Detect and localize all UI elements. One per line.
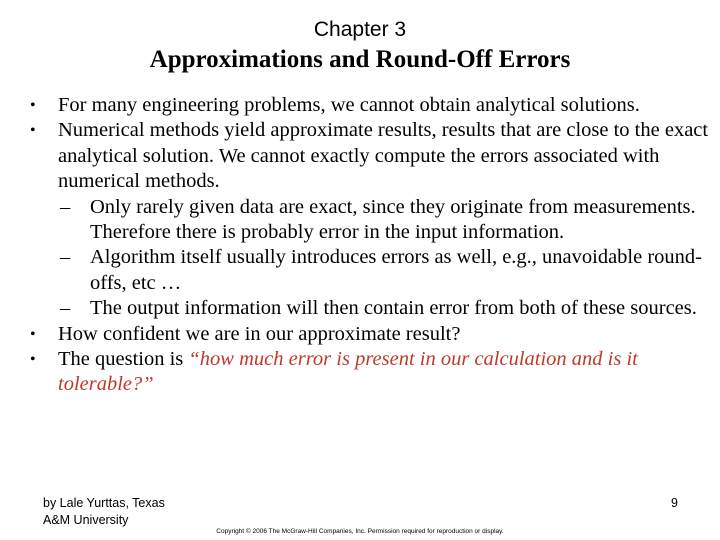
sub-bullet-text: Algorithm itself usually introduces errors as well, e.g., unavoidable round-offs, etc …: [90, 246, 703, 294]
bullet-item: [30, 118, 720, 194]
page-number: 9: [671, 496, 678, 510]
bullet-text: Numerical methods yield approximate results, results that are close to the exact analytical solution. We cannot exactly compute the errors associated with numerical methods.: [58, 119, 709, 193]
dash-mark: –: [60, 195, 71, 218]
bullet-text-prefix: The question is: [58, 348, 189, 371]
bullet-mark: •: [30, 325, 36, 343]
sub-bullet-item: [30, 245, 720, 296]
bullet-item: [30, 322, 720, 347]
sub-bullet-text: Only rarely given data are exact, since they originate from measurements. Therefore there is probably error in the input information.: [90, 195, 696, 244]
bullet-item: [30, 347, 720, 398]
footer-author: [43, 495, 165, 529]
dash-mark: –: [60, 246, 71, 269]
copyright-notice: Copyright © 2006 The McGraw-Hill Companies, Inc. Permission required for reproduction or display.: [216, 528, 504, 535]
bullet-text: How confident we are in our approximate result?: [58, 322, 461, 345]
sub-bullet-item: [30, 195, 720, 246]
bullet-mark: •: [30, 97, 36, 114]
slide-body: [30, 93, 720, 398]
chapter-label: Chapter 3: [313, 18, 407, 41]
bullet-item: [30, 93, 720, 118]
author-line: by Lale Yurttas, Texas: [43, 496, 165, 510]
dash-mark: –: [60, 297, 71, 320]
sub-bullet-item: [30, 296, 720, 321]
bullet-text: For many engineering problems, we cannot obtain analytical solutions.: [58, 94, 640, 116]
sub-bullet-text: The output information will then contain error from both of these sources.: [90, 297, 697, 320]
highlighted-question: “how much error is present in our calculation and is it tolerable?”: [58, 348, 638, 396]
slide-title: Approximations and Round-Off Errors: [149, 46, 571, 73]
author-line: A&M University: [43, 513, 129, 527]
bullet-mark: •: [30, 122, 36, 140]
bullet-mark: •: [30, 351, 36, 369]
